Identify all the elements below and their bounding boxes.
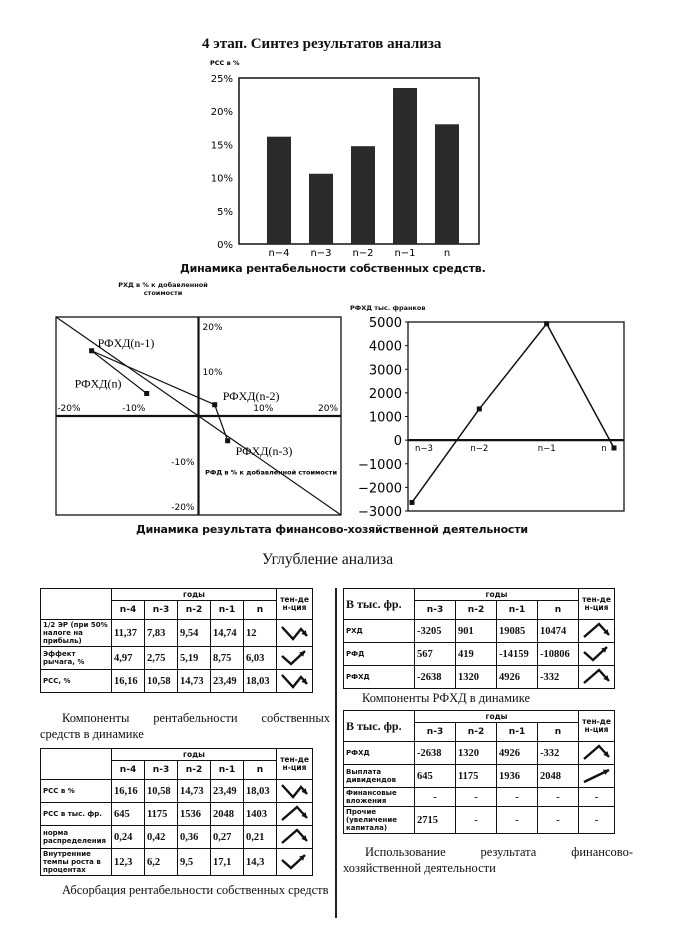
line-xtick-label: n−1: [537, 444, 556, 455]
scatter-ylabel-text: РХД в % к добавленной стоимости: [118, 281, 208, 297]
cell-value: 14,73: [178, 780, 211, 803]
rfhd-line: [412, 324, 614, 503]
table-row: [344, 742, 615, 765]
cell-value: -10806: [538, 643, 579, 666]
table-row: [344, 666, 615, 689]
trend-up-down-icon: [581, 743, 612, 763]
years-group-header: годы: [415, 589, 579, 601]
cell-value: 11,37: [112, 620, 145, 647]
cell-value: 9,54: [178, 620, 211, 647]
table-components-rss-caption: Компоненты рентабельности собственных средств в динамике: [40, 711, 330, 741]
bar-ytick-label: 15%: [210, 140, 233, 152]
cell-value: -: [538, 788, 579, 807]
year-column-header: n-2: [178, 601, 211, 620]
scatter-xlabel: РФД в % к добавленной стоимости: [205, 468, 337, 477]
year-column-header: n: [538, 723, 579, 742]
scatter-point: [144, 391, 149, 396]
trend-cell: [579, 765, 615, 788]
x-tick-label: 10%: [253, 404, 274, 414]
cell-value: 23,49: [211, 780, 244, 803]
cell-value: 645: [415, 765, 456, 788]
cell-value: 18,03: [244, 670, 277, 693]
rfhd-quadrant-chart: [48, 302, 348, 520]
line-ytick-label: 1000: [368, 410, 402, 426]
row-label: Финансовые вложения: [344, 788, 415, 807]
trend-down-up-down-icon: [279, 671, 310, 691]
cell-value: -: [497, 788, 538, 807]
table-row: [344, 788, 615, 807]
line-xtick-label: n−2: [470, 444, 489, 455]
line-ytick-label: 5000: [368, 316, 402, 331]
table-absorption-wrap: [40, 748, 313, 876]
y-tick-label: 20%: [202, 323, 223, 333]
cell-value: 2,75: [145, 647, 178, 670]
cell-value: 12: [244, 620, 277, 647]
cell-value: 645: [112, 803, 145, 826]
line-chart-frame: [408, 322, 624, 511]
trend-cell: [277, 620, 313, 647]
year-column-header: n-2: [456, 601, 497, 620]
row-label: РСС, %: [41, 670, 112, 693]
table-corner: В тыс. фр.: [344, 589, 415, 620]
bar-ytick-label: 10%: [210, 173, 233, 185]
trend-down-up-down-icon: [279, 781, 310, 801]
bar-chart-title: Динамика рентабельности собственных средств.: [180, 262, 486, 275]
line-point: [477, 406, 482, 411]
year-column-header: n-3: [415, 601, 456, 620]
scatter-point: [89, 348, 94, 353]
cell-value: 2048: [538, 765, 579, 788]
trend-up-down-icon: [279, 827, 310, 847]
bar: [435, 124, 459, 244]
cell-value: -3205: [415, 620, 456, 643]
trend-cell: [277, 826, 313, 849]
cell-value: 1175: [145, 803, 178, 826]
table-row: [41, 647, 313, 670]
table-usage-wrap: [343, 710, 615, 834]
year-column-header: n-3: [145, 601, 178, 620]
cell-value: 4,97: [112, 647, 145, 670]
bar: [267, 137, 291, 244]
years-group-header: годы: [112, 749, 277, 761]
point-label: РФХД(n-2): [222, 388, 280, 403]
cell-value: 0,42: [145, 826, 178, 849]
x-tick-label: -10%: [122, 404, 146, 414]
table-corner: [41, 589, 112, 620]
x-tick-label: 20%: [318, 404, 339, 414]
cell-value: -: [415, 788, 456, 807]
row-label: Эффект рычага, %: [41, 647, 112, 670]
table-components-rss: [40, 588, 313, 693]
trend-header: тен-ден-ция: [277, 589, 313, 620]
cell-value: 19085: [497, 620, 538, 643]
trend-cell: [277, 849, 313, 876]
table-usage-caption: Использование результата финансово-хозяйственной деятельности: [343, 845, 633, 875]
cell-value: 8,75: [211, 647, 244, 670]
bar: [351, 146, 375, 244]
trend-header: тен-ден-ция: [579, 589, 615, 620]
line-ytick-label: 4000: [368, 339, 402, 355]
table-row: [344, 807, 615, 834]
cell-value: 10,58: [145, 670, 178, 693]
bar-ytick-label: 25%: [210, 74, 233, 85]
table-row: [41, 670, 313, 693]
row-label: Выплата дивидендов: [344, 765, 415, 788]
y-tick-label: 10%: [202, 368, 223, 378]
line-ytick-label: 0: [393, 434, 402, 450]
trend-cell: [277, 780, 313, 803]
line-chart-ylabel: РФХД тыс. франков: [350, 304, 426, 312]
line-ytick-label: 2000: [368, 386, 402, 402]
bar: [309, 174, 333, 244]
cell-value: 23,49: [211, 670, 244, 693]
table-rfhd-components-wrap: [343, 588, 615, 689]
cell-value: 0,24: [112, 826, 145, 849]
scatter-point: [225, 438, 230, 443]
cell-value: -: [497, 807, 538, 834]
line-xtick-label: n: [601, 444, 607, 455]
cell-value: -: [456, 807, 497, 834]
year-column-header: n: [538, 601, 579, 620]
year-column-header: n-4: [112, 601, 145, 620]
trend-down-up-icon: [581, 644, 612, 664]
table-usage: [343, 710, 615, 834]
trend-up-down-icon: [581, 667, 612, 687]
table-rfhd-components-caption: Компоненты РФХД в динамике: [362, 691, 531, 705]
trend-cell: [579, 666, 615, 689]
table-absorption-caption: Абсорбация рентабельности собственных средств: [62, 883, 329, 897]
table-row: [41, 826, 313, 849]
year-column-header: n-1: [211, 601, 244, 620]
cell-value: 17,1: [211, 849, 244, 876]
trend-up-icon: [581, 766, 612, 786]
cell-value: 2048: [211, 803, 244, 826]
year-column-header: n-2: [456, 723, 497, 742]
cell-value: 10,58: [145, 780, 178, 803]
rss-bar-chart: [190, 56, 490, 261]
cell-value: 14,74: [211, 620, 244, 647]
table-row: [41, 849, 313, 876]
row-label: РФХД: [344, 742, 415, 765]
trend-none: -: [594, 791, 599, 803]
trend-cell: [579, 643, 615, 666]
rfhd-chart-title: Динамика результата финансово-хозяйственной деятельности: [136, 523, 528, 536]
cell-value: 901: [456, 620, 497, 643]
row-label: РСС в %: [41, 780, 112, 803]
cell-value: 4926: [497, 742, 538, 765]
line-ytick-label: −1000: [358, 457, 402, 473]
table-corner: В тыс. фр.: [344, 711, 415, 742]
trend-up-down-icon: [279, 804, 310, 824]
page-title: 4 этап. Синтез результатов анализа: [202, 36, 442, 52]
year-column-header: n-4: [112, 761, 145, 780]
table-row: [344, 765, 615, 788]
cell-value: 1936: [497, 765, 538, 788]
scatter-point: [212, 402, 217, 407]
row-label: 1/2 ЭР (при 50% налоге на прибыль): [41, 620, 112, 647]
year-column-header: n-1: [497, 723, 538, 742]
bar-xtick-label: n−4: [268, 248, 290, 259]
year-column-header: n-2: [178, 761, 211, 780]
cell-value: -332: [538, 666, 579, 689]
cell-value: 2715: [415, 807, 456, 834]
line-point: [544, 321, 549, 326]
bar-ytick-label: 20%: [210, 107, 233, 119]
bar-xtick-label: n−2: [352, 248, 374, 259]
table-corner: [41, 749, 112, 780]
row-label: РСС в тыс. фр.: [41, 803, 112, 826]
cell-value: 567: [415, 643, 456, 666]
table-row: [41, 803, 313, 826]
line-ytick-label: 3000: [368, 363, 402, 379]
table-row: [41, 780, 313, 803]
cell-value: 5,19: [178, 647, 211, 670]
cell-value: 1320: [456, 742, 497, 765]
cell-value: 16,16: [112, 780, 145, 803]
bar-ytick-label: 5%: [217, 206, 233, 218]
row-label: Внутренние темпы роста в процентах: [41, 849, 112, 876]
row-label: Прочие (увеличение капитала): [344, 807, 415, 834]
line-point: [612, 445, 617, 450]
trend-cell: [277, 803, 313, 826]
rfhd-line-chart: [345, 314, 650, 519]
bar-ytick-label: 0%: [217, 240, 233, 251]
trend-cell: [579, 742, 615, 765]
bar-xtick-label: n−1: [394, 248, 416, 259]
line-xtick-label: n−3: [415, 444, 433, 455]
point-label: РФХД(n): [74, 376, 122, 391]
cell-value: -: [538, 807, 579, 834]
cell-value: -: [456, 788, 497, 807]
line-ytick-label: −2000: [358, 481, 402, 497]
y-tick-label: -10%: [171, 458, 195, 468]
trend-cell: [579, 788, 615, 807]
row-label: норма распределения: [41, 826, 112, 849]
cell-value: 4926: [497, 666, 538, 689]
trend-header: тен-ден-ция: [277, 749, 313, 780]
cell-value: 14,3: [244, 849, 277, 876]
trend-down-up-icon: [279, 648, 310, 668]
cell-value: -2638: [415, 742, 456, 765]
years-group-header: годы: [112, 589, 277, 601]
row-label: РХД: [344, 620, 415, 643]
cell-value: 0,36: [178, 826, 211, 849]
cell-value: 12,3: [112, 849, 145, 876]
year-column-header: n: [244, 601, 277, 620]
table-row: [344, 620, 615, 643]
trend-header: тен-ден-ция: [579, 711, 615, 742]
column-divider: [335, 588, 337, 918]
trend-up-down-icon: [581, 621, 612, 641]
bar-xtick-label: n−3: [310, 248, 332, 259]
trend-none: -: [594, 814, 599, 826]
year-column-header: n: [244, 761, 277, 780]
trend-cell: [277, 670, 313, 693]
row-label: РФД: [344, 643, 415, 666]
point-label: РФХД(n-3): [235, 443, 293, 458]
year-column-header: n-1: [497, 601, 538, 620]
x-tick-label: -20%: [57, 404, 81, 414]
table-absorption: [40, 748, 313, 876]
cell-value: 14,73: [178, 670, 211, 693]
cell-value: 0,27: [211, 826, 244, 849]
cell-value: -14159: [497, 643, 538, 666]
section-title: Углубление анализа: [262, 551, 394, 568]
year-column-header: n-1: [211, 761, 244, 780]
cell-value: 1536: [178, 803, 211, 826]
table-row: [41, 620, 313, 647]
line-point: [410, 500, 415, 505]
cell-value: 0,21: [244, 826, 277, 849]
cell-value: 1320: [456, 666, 497, 689]
trend-cell: [579, 807, 615, 834]
cell-value: 1403: [244, 803, 277, 826]
trend-cell: [579, 620, 615, 643]
years-group-header: годы: [415, 711, 579, 723]
trend-down-up-icon: [279, 852, 310, 872]
cell-value: 6,2: [145, 849, 178, 876]
point-label: РФХД(n-1): [97, 335, 155, 350]
table-components-rss-wrap: [40, 588, 313, 693]
row-label: РФХД: [344, 666, 415, 689]
bar-chart-ylabel: РСС в %: [210, 59, 240, 67]
cell-value: 16,16: [112, 670, 145, 693]
cell-value: -332: [538, 742, 579, 765]
cell-value: -2638: [415, 666, 456, 689]
trend-cell: [277, 647, 313, 670]
cell-value: 10474: [538, 620, 579, 643]
scatter-ylabel: [98, 281, 228, 297]
trend-down-up-down-icon: [279, 623, 310, 643]
cell-value: 9,5: [178, 849, 211, 876]
bar: [393, 88, 417, 244]
table-row: [344, 643, 615, 666]
cell-value: 7,83: [145, 620, 178, 647]
y-tick-label: -20%: [171, 503, 195, 513]
cell-value: 6,03: [244, 647, 277, 670]
year-column-header: n-3: [415, 723, 456, 742]
cell-value: 1175: [456, 765, 497, 788]
line-ytick-label: −3000: [358, 505, 402, 519]
year-column-header: n-3: [145, 761, 178, 780]
table-rfhd-components: [343, 588, 615, 689]
cell-value: 18,03: [244, 780, 277, 803]
rfhd-trajectory: [92, 351, 228, 441]
cell-value: 419: [456, 643, 497, 666]
bar-xtick-label: n: [443, 248, 451, 259]
